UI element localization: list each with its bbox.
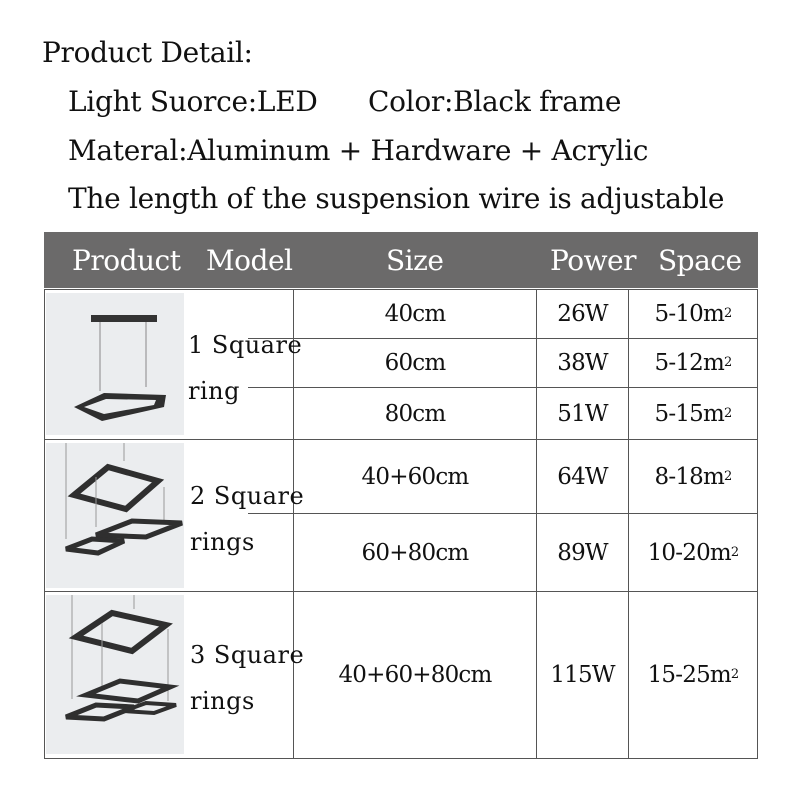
space-cell: 5-10m 2 [654,301,732,327]
header-size: Size [386,244,444,277]
power-cell: 38W [557,350,608,376]
power-cell: 26W [557,301,608,327]
product-detail-title: Product Detail: [42,36,253,69]
single-square-ring-pendant-icon [46,293,184,435]
model-1-label: 1 Square ring [188,331,303,405]
color-text: Color:Black frame [368,85,622,118]
size-cell: 60cm [384,350,446,376]
power-cell: 89W [557,539,608,566]
table-divider [44,289,45,759]
table-divider [44,758,758,759]
size-cell: 40+60+80cm [338,662,492,688]
space-cell: 8-18m 2 [654,463,732,490]
power-cell: 115W [550,662,615,688]
suspension-wire-text: The length of the suspension wire is adjustable [68,182,725,215]
header-model: Model [206,244,293,277]
triple-square-ring-pendant-icon [46,595,184,754]
header-power: Power [550,244,636,277]
space-cell: 15-25m 2 [647,662,739,688]
light-source-text: Light Suorce:LED [68,85,318,118]
table-divider [757,289,758,759]
space-cell: 10-20m 2 [647,539,739,566]
power-cell: 51W [557,400,608,427]
power-cell: 64W [557,463,608,490]
double-square-ring-pendant-icon [46,443,184,588]
space-cell: 5-12m 2 [654,350,732,376]
space-cell: 5-15m 2 [654,400,732,427]
model-3-label: 3 Square rings [190,641,305,715]
model-2-label: 2 Square rings [190,482,305,556]
header-space: Space [658,244,742,277]
material-text: Materal:Aluminum + Hardware + Acrylic [68,134,649,167]
size-cell: 40cm [384,301,446,327]
table-header [44,232,758,288]
size-cell: 80cm [384,400,446,427]
size-cell: 60+80cm [361,539,469,566]
spec-table [44,232,758,760]
size-cell: 40+60cm [361,463,469,490]
header-product: Product [72,244,181,277]
